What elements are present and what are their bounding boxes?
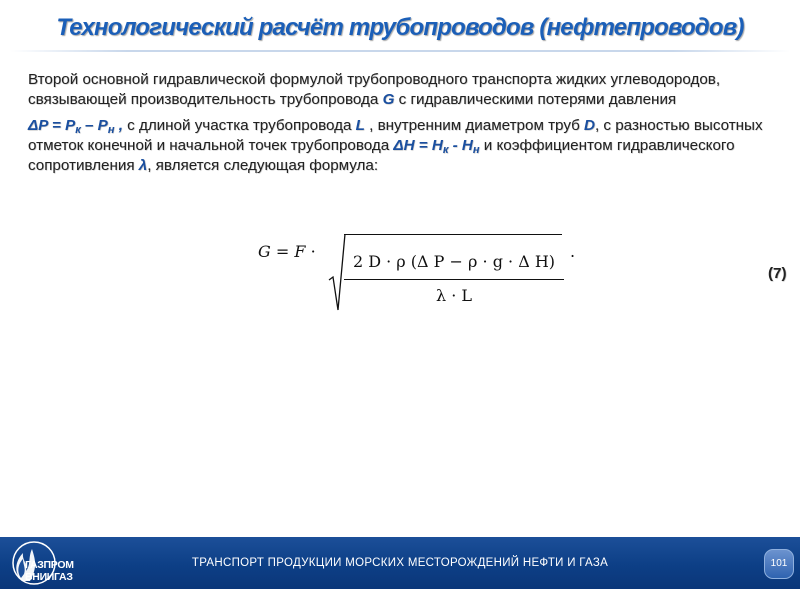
- height-formula: [393, 137, 479, 154]
- pressure-sub-n: н: [107, 124, 115, 136]
- height-sub-n: н: [472, 144, 480, 156]
- intro-end-text: с гидравлическими потерями давления: [398, 91, 677, 108]
- title-divider: [10, 50, 790, 52]
- radical-vinculum: [344, 234, 562, 235]
- pressure-sub-k: к: [75, 124, 81, 136]
- equation-number: (7): [768, 265, 787, 282]
- symbol-lambda: λ: [138, 157, 148, 174]
- formula-lhs-text: G = F: [258, 242, 306, 261]
- page-number-badge: [764, 549, 794, 579]
- pressure-formula-end: ,: [114, 117, 123, 134]
- symbol-g: G: [382, 91, 395, 108]
- formula-denominator: λ · L: [435, 286, 473, 305]
- pressure-formula: [28, 117, 123, 134]
- length-text: с длиной участка трубопровода: [122, 117, 356, 134]
- formula-trailing-dot: .: [570, 242, 576, 261]
- definition-paragraph: [28, 116, 788, 176]
- body-text: [28, 70, 788, 182]
- intro-text: Второй основной гидравлической формулой трубопроводного транспорта жидких углеводородов, связывающей производительность трубопровода: [28, 71, 721, 108]
- height-formula-minus: - H: [448, 137, 473, 154]
- slide-title: Технологический расчёт трубопроводов (нефтепроводов): [56, 14, 744, 41]
- formula-numerator: 2 D · ρ (Δ P − ρ · g · Δ H): [352, 252, 556, 271]
- logo-text-top: ГАЗПРОМ: [25, 559, 74, 571]
- fraction-bar: [344, 279, 564, 280]
- coeff-text: и коэффициентом гидравлического сопротивления: [28, 137, 735, 174]
- pressure-formula-minus: – P: [80, 117, 108, 134]
- end-text: , является следующая формула:: [147, 157, 379, 174]
- formula-lhs: [258, 242, 316, 261]
- height-formula-lhs: ΔH = H: [393, 137, 443, 154]
- height-sub-k: к: [442, 144, 449, 156]
- formula-dot: ·: [310, 242, 316, 261]
- footer-band: [0, 537, 800, 589]
- footer-caption: ТРАНСПОРТ ПРОДУКЦИИ МОРСКИХ МЕСТОРОЖДЕНИЙ НЕФТИ И ГАЗА: [191, 557, 609, 569]
- page-number: 101: [770, 558, 788, 569]
- diameter-text: , внутренним диаметром труб: [364, 117, 585, 134]
- intro-paragraph: [28, 70, 788, 110]
- logo-text-bottom: ВНИИГАЗ: [25, 571, 73, 583]
- pressure-formula-lhs: ΔP = P: [28, 117, 76, 134]
- footer-bottom-strip: [0, 589, 800, 600]
- symbol-d: D: [584, 117, 595, 134]
- height-text: , с разностью высотных отметок конечной и начальной точек трубопровода: [28, 117, 763, 154]
- symbol-l: L: [355, 117, 365, 134]
